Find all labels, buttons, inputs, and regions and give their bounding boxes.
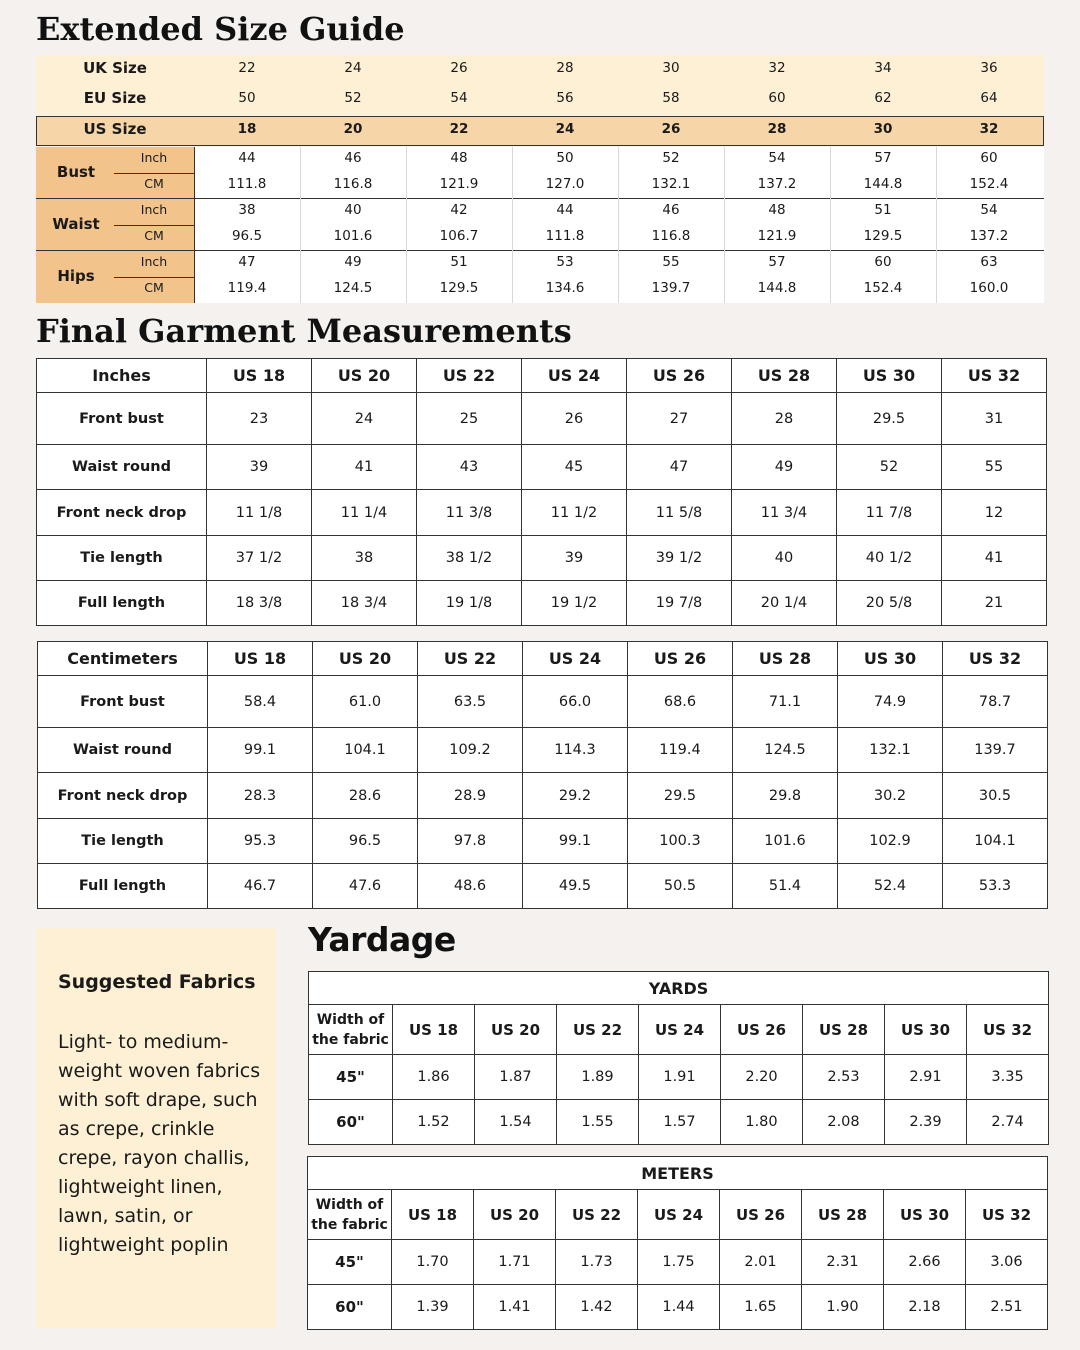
cell-value: 43 bbox=[417, 445, 522, 490]
unit-header: Inches bbox=[37, 359, 207, 393]
cell-value: 97.8 bbox=[418, 819, 523, 864]
cm-value: 119.4 bbox=[227, 280, 267, 296]
cell-value: 1.39 bbox=[392, 1285, 474, 1330]
cell-value: 23 bbox=[207, 393, 312, 445]
header-row bbox=[309, 1005, 1049, 1055]
eu-size-label: EU Size bbox=[83, 89, 147, 107]
table-row bbox=[38, 819, 1048, 864]
cell-value: 47.6 bbox=[313, 864, 418, 909]
cell-value: 3.35 bbox=[967, 1055, 1049, 1100]
cell-value: 1.57 bbox=[639, 1100, 721, 1145]
table-row bbox=[308, 1285, 1048, 1330]
row-label: Front bust bbox=[38, 676, 208, 728]
inch-value: 52 bbox=[662, 150, 680, 166]
cell-value: 52 bbox=[837, 445, 942, 490]
inch-value: 38 bbox=[238, 202, 256, 218]
cell-value: 1.41 bbox=[474, 1285, 556, 1330]
cell-value: 40 bbox=[732, 536, 837, 581]
cell-value: 3.06 bbox=[966, 1240, 1048, 1285]
cell-value: 99.1 bbox=[208, 728, 313, 773]
cell-value: 1.86 bbox=[393, 1055, 475, 1100]
eu-size-value: 50 bbox=[238, 90, 256, 106]
inch-value: 60 bbox=[874, 254, 892, 270]
size-header: US 24 bbox=[522, 359, 627, 393]
cell-value: 11 3/8 bbox=[417, 490, 522, 536]
cell-value: 2.53 bbox=[803, 1055, 885, 1100]
unit-cm-label: CM bbox=[144, 280, 164, 295]
yards-table bbox=[308, 971, 1049, 1145]
table-row bbox=[37, 490, 1047, 536]
cell-value: 26 bbox=[522, 393, 627, 445]
measure-divider bbox=[36, 198, 1044, 199]
cell-value: 1.54 bbox=[475, 1100, 557, 1145]
table-caption: METERS bbox=[308, 1157, 1048, 1190]
cell-value: 119.4 bbox=[628, 728, 733, 773]
uk-size-value: 34 bbox=[874, 60, 892, 76]
cell-value: 1.55 bbox=[557, 1100, 639, 1145]
table-row bbox=[37, 445, 1047, 490]
width-of-fabric-header: Width of the fabric bbox=[308, 1190, 392, 1240]
row-label: Full length bbox=[38, 864, 208, 909]
size-header: US 24 bbox=[639, 1005, 721, 1055]
inch-value: 44 bbox=[238, 150, 256, 166]
unit-cm-label: CM bbox=[144, 228, 164, 243]
table-row bbox=[308, 1240, 1048, 1285]
cm-value: 96.5 bbox=[231, 228, 263, 244]
cell-value: 49 bbox=[732, 445, 837, 490]
size-guide-title: Extended Size Guide bbox=[36, 10, 405, 48]
column-divider bbox=[618, 147, 619, 303]
fabric-width-label: 60" bbox=[309, 1100, 393, 1145]
cell-value: 2.20 bbox=[721, 1055, 803, 1100]
size-header: US 28 bbox=[732, 359, 837, 393]
cell-value: 40 1/2 bbox=[837, 536, 942, 581]
size-header: US 28 bbox=[802, 1190, 884, 1240]
cell-value: 11 7/8 bbox=[837, 490, 942, 536]
us-size-value: 20 bbox=[343, 121, 363, 137]
size-header: US 28 bbox=[733, 642, 838, 676]
table-row bbox=[38, 728, 1048, 773]
uk-size-label: UK Size bbox=[83, 59, 147, 77]
unit-cm-label: CM bbox=[144, 176, 164, 191]
eu-size-value: 56 bbox=[556, 90, 574, 106]
cell-value: 2.91 bbox=[885, 1055, 967, 1100]
size-header: US 20 bbox=[313, 642, 418, 676]
measure-label: Bust bbox=[56, 163, 96, 181]
eu-size-value: 58 bbox=[662, 90, 680, 106]
unit-divider bbox=[114, 173, 194, 174]
cell-value: 39 1/2 bbox=[627, 536, 732, 581]
fabric-width-label: 45" bbox=[309, 1055, 393, 1100]
inch-value: 40 bbox=[344, 202, 362, 218]
column-divider bbox=[830, 147, 831, 303]
cell-value: 48.6 bbox=[418, 864, 523, 909]
cm-value: 111.8 bbox=[227, 176, 267, 192]
suggested-fabrics-panel bbox=[36, 928, 276, 1328]
width-of-fabric-header: Width of the fabric bbox=[309, 1005, 393, 1055]
unit-inch-label: Inch bbox=[140, 202, 168, 217]
row-label: Tie length bbox=[38, 819, 208, 864]
row-label: Tie length bbox=[37, 536, 207, 581]
cell-value: 37 1/2 bbox=[207, 536, 312, 581]
cm-value: 116.8 bbox=[333, 176, 373, 192]
cell-value: 71.1 bbox=[733, 676, 838, 728]
cell-value: 132.1 bbox=[838, 728, 943, 773]
us-size-value: 26 bbox=[661, 121, 681, 137]
cell-value: 1.91 bbox=[639, 1055, 721, 1100]
cell-value: 20 5/8 bbox=[837, 581, 942, 626]
header-row bbox=[37, 359, 1047, 393]
inch-value: 48 bbox=[768, 202, 786, 218]
cell-value: 2.01 bbox=[720, 1240, 802, 1285]
centimeters-table bbox=[37, 641, 1048, 909]
cell-value: 38 1/2 bbox=[417, 536, 522, 581]
inch-value: 63 bbox=[980, 254, 998, 270]
cm-value: 152.4 bbox=[969, 176, 1009, 192]
eu-size-value: 52 bbox=[344, 90, 362, 106]
cell-value: 96.5 bbox=[313, 819, 418, 864]
cell-value: 29.5 bbox=[837, 393, 942, 445]
cell-value: 28.3 bbox=[208, 773, 313, 819]
cell-value: 2.51 bbox=[966, 1285, 1048, 1330]
fabric-width-label: 60" bbox=[308, 1285, 392, 1330]
size-header: US 20 bbox=[474, 1190, 556, 1240]
inch-value: 53 bbox=[556, 254, 574, 270]
cell-value: 27 bbox=[627, 393, 732, 445]
cell-value: 1.73 bbox=[556, 1240, 638, 1285]
inch-value: 46 bbox=[662, 202, 680, 218]
size-header: US 30 bbox=[884, 1190, 966, 1240]
cell-value: 109.2 bbox=[418, 728, 523, 773]
us-size-label: US Size bbox=[83, 120, 147, 138]
cell-value: 2.08 bbox=[803, 1100, 885, 1145]
cell-value: 114.3 bbox=[523, 728, 628, 773]
row-label: Front bust bbox=[37, 393, 207, 445]
cell-value: 30.5 bbox=[943, 773, 1048, 819]
uk-size-value: 24 bbox=[344, 60, 362, 76]
inch-value: 60 bbox=[980, 150, 998, 166]
size-header: US 22 bbox=[557, 1005, 639, 1055]
cell-value: 12 bbox=[942, 490, 1047, 536]
cell-value: 18 3/8 bbox=[207, 581, 312, 626]
cell-value: 38 bbox=[312, 536, 417, 581]
unit-header: Centimeters bbox=[38, 642, 208, 676]
inch-value: 57 bbox=[874, 150, 892, 166]
size-header: US 32 bbox=[943, 642, 1048, 676]
table-row bbox=[37, 581, 1047, 626]
cell-value: 29.5 bbox=[628, 773, 733, 819]
extended-size-guide bbox=[36, 55, 1044, 303]
cell-value: 19 1/8 bbox=[417, 581, 522, 626]
size-header: US 30 bbox=[885, 1005, 967, 1055]
row-label: Waist round bbox=[38, 728, 208, 773]
size-header: US 24 bbox=[523, 642, 628, 676]
cm-value: 137.2 bbox=[969, 228, 1009, 244]
size-header: US 32 bbox=[967, 1005, 1049, 1055]
cell-value: 11 5/8 bbox=[627, 490, 732, 536]
cell-value: 1.52 bbox=[393, 1100, 475, 1145]
header-row bbox=[308, 1190, 1048, 1240]
cm-value: 144.8 bbox=[757, 280, 797, 296]
yardage-title: Yardage bbox=[308, 920, 456, 959]
cell-value: 2.31 bbox=[802, 1240, 884, 1285]
fabric-width-label: 45" bbox=[308, 1240, 392, 1285]
row-label: Front neck drop bbox=[38, 773, 208, 819]
inch-value: 47 bbox=[238, 254, 256, 270]
cell-value: 51.4 bbox=[733, 864, 838, 909]
cell-value: 28.6 bbox=[313, 773, 418, 819]
cm-value: 152.4 bbox=[863, 280, 903, 296]
column-divider bbox=[724, 147, 725, 303]
uk-size-value: 26 bbox=[450, 60, 468, 76]
uk-size-value: 36 bbox=[980, 60, 998, 76]
cell-value: 1.89 bbox=[557, 1055, 639, 1100]
size-header: US 18 bbox=[392, 1190, 474, 1240]
cell-value: 104.1 bbox=[313, 728, 418, 773]
final-measurements-title: Final Garment Measurements bbox=[36, 312, 572, 350]
cell-value: 66.0 bbox=[523, 676, 628, 728]
table-row bbox=[37, 536, 1047, 581]
table-row bbox=[38, 864, 1048, 909]
inch-value: 44 bbox=[556, 202, 574, 218]
cell-value: 78.7 bbox=[943, 676, 1048, 728]
cell-value: 1.87 bbox=[475, 1055, 557, 1100]
cell-value: 61.0 bbox=[313, 676, 418, 728]
table-row bbox=[37, 393, 1047, 445]
cm-value: 144.8 bbox=[863, 176, 903, 192]
inch-value: 49 bbox=[344, 254, 362, 270]
table-row bbox=[38, 773, 1048, 819]
cm-value: 134.6 bbox=[545, 280, 585, 296]
cell-value: 2.74 bbox=[967, 1100, 1049, 1145]
row-label: Waist round bbox=[37, 445, 207, 490]
us-size-value: 24 bbox=[555, 121, 575, 137]
cell-value: 95.3 bbox=[208, 819, 313, 864]
uk-size-value: 32 bbox=[768, 60, 786, 76]
eu-size-value: 64 bbox=[980, 90, 998, 106]
inch-value: 55 bbox=[662, 254, 680, 270]
cell-value: 2.39 bbox=[885, 1100, 967, 1145]
header-row bbox=[38, 642, 1048, 676]
cell-value: 124.5 bbox=[733, 728, 838, 773]
cm-value: 116.8 bbox=[651, 228, 691, 244]
cell-value: 1.42 bbox=[556, 1285, 638, 1330]
cell-value: 104.1 bbox=[943, 819, 1048, 864]
size-header: US 32 bbox=[966, 1190, 1048, 1240]
unit-divider bbox=[114, 277, 194, 278]
cell-value: 1.71 bbox=[474, 1240, 556, 1285]
meters-table bbox=[307, 1156, 1048, 1330]
size-header: US 26 bbox=[720, 1190, 802, 1240]
caption-row bbox=[309, 972, 1049, 1005]
cell-value: 19 7/8 bbox=[627, 581, 732, 626]
size-header: US 26 bbox=[721, 1005, 803, 1055]
inches-table bbox=[36, 358, 1047, 626]
measure-label: Waist bbox=[52, 215, 100, 233]
cm-value: 132.1 bbox=[651, 176, 691, 192]
size-header: US 22 bbox=[556, 1190, 638, 1240]
fabrics-title: Suggested Fabrics bbox=[58, 971, 256, 993]
size-header: US 32 bbox=[942, 359, 1047, 393]
column-divider bbox=[300, 147, 301, 303]
inch-value: 51 bbox=[450, 254, 468, 270]
column-divider bbox=[406, 147, 407, 303]
size-header: US 18 bbox=[207, 359, 312, 393]
size-header: US 24 bbox=[638, 1190, 720, 1240]
us-size-value: 18 bbox=[237, 121, 257, 137]
cm-value: 127.0 bbox=[545, 176, 585, 192]
cell-value: 28.9 bbox=[418, 773, 523, 819]
inch-value: 54 bbox=[768, 150, 786, 166]
inch-value: 48 bbox=[450, 150, 468, 166]
cell-value: 29.8 bbox=[733, 773, 838, 819]
cell-value: 30.2 bbox=[838, 773, 943, 819]
cell-value: 41 bbox=[942, 536, 1047, 581]
cm-value: 124.5 bbox=[333, 280, 373, 296]
cell-value: 100.3 bbox=[628, 819, 733, 864]
cell-value: 55 bbox=[942, 445, 1047, 490]
eu-size-value: 62 bbox=[874, 90, 892, 106]
cell-value: 1.75 bbox=[638, 1240, 720, 1285]
cell-value: 74.9 bbox=[838, 676, 943, 728]
cell-value: 39 bbox=[207, 445, 312, 490]
cell-value: 45 bbox=[522, 445, 627, 490]
size-header: US 18 bbox=[393, 1005, 475, 1055]
table-row bbox=[309, 1055, 1049, 1100]
cell-value: 53.3 bbox=[943, 864, 1048, 909]
cm-value: 129.5 bbox=[439, 280, 479, 296]
cell-value: 28 bbox=[732, 393, 837, 445]
us-size-value: 30 bbox=[873, 121, 893, 137]
table-row bbox=[38, 676, 1048, 728]
cell-value: 29.2 bbox=[523, 773, 628, 819]
cell-value: 58.4 bbox=[208, 676, 313, 728]
table-caption: YARDS bbox=[309, 972, 1049, 1005]
cell-value: 2.66 bbox=[884, 1240, 966, 1285]
cell-value: 63.5 bbox=[418, 676, 523, 728]
eu-size-value: 60 bbox=[768, 90, 786, 106]
cell-value: 11 1/4 bbox=[312, 490, 417, 536]
inch-value: 51 bbox=[874, 202, 892, 218]
cell-value: 11 1/8 bbox=[207, 490, 312, 536]
cell-value: 24 bbox=[312, 393, 417, 445]
size-header: US 30 bbox=[837, 359, 942, 393]
measure-label: Hips bbox=[57, 267, 95, 285]
size-header: US 28 bbox=[803, 1005, 885, 1055]
caption-row bbox=[308, 1157, 1048, 1190]
inch-value: 42 bbox=[450, 202, 468, 218]
unit-divider bbox=[114, 225, 194, 226]
column-divider bbox=[194, 147, 195, 303]
cell-value: 52.4 bbox=[838, 864, 943, 909]
uk-size-value: 22 bbox=[238, 60, 256, 76]
cell-value: 19 1/2 bbox=[522, 581, 627, 626]
cm-value: 160.0 bbox=[969, 280, 1009, 296]
row-label: Front neck drop bbox=[37, 490, 207, 536]
cell-value: 25 bbox=[417, 393, 522, 445]
inch-value: 46 bbox=[344, 150, 362, 166]
uk-size-value: 28 bbox=[556, 60, 574, 76]
inch-value: 50 bbox=[556, 150, 574, 166]
cell-value: 49.5 bbox=[523, 864, 628, 909]
size-header: US 30 bbox=[838, 642, 943, 676]
eu-size-value: 54 bbox=[450, 90, 468, 106]
cell-value: 2.18 bbox=[884, 1285, 966, 1330]
cm-value: 121.9 bbox=[757, 228, 797, 244]
cell-value: 46.7 bbox=[208, 864, 313, 909]
cell-value: 1.70 bbox=[392, 1240, 474, 1285]
inch-value: 54 bbox=[980, 202, 998, 218]
cell-value: 20 1/4 bbox=[732, 581, 837, 626]
us-size-value: 28 bbox=[767, 121, 787, 137]
cell-value: 21 bbox=[942, 581, 1047, 626]
cm-value: 106.7 bbox=[439, 228, 479, 244]
cell-value: 50.5 bbox=[628, 864, 733, 909]
size-header: US 26 bbox=[628, 642, 733, 676]
cell-value: 18 3/4 bbox=[312, 581, 417, 626]
cell-value: 139.7 bbox=[943, 728, 1048, 773]
fabrics-description: Light- to medium-weight woven fabrics with soft drape, such as crepe, crinkle crepe, rayon challis, lightweight linen, lawn, satin, or lightweight poplin bbox=[58, 1031, 261, 1256]
uk-size-value: 30 bbox=[662, 60, 680, 76]
cell-value: 102.9 bbox=[838, 819, 943, 864]
size-header: US 18 bbox=[208, 642, 313, 676]
size-header: US 20 bbox=[312, 359, 417, 393]
cm-value: 111.8 bbox=[545, 228, 585, 244]
size-header: US 26 bbox=[627, 359, 732, 393]
cell-value: 1.90 bbox=[802, 1285, 884, 1330]
cell-value: 39 bbox=[522, 536, 627, 581]
cell-value: 1.44 bbox=[638, 1285, 720, 1330]
table-row bbox=[309, 1100, 1049, 1145]
unit-inch-label: Inch bbox=[140, 254, 168, 269]
unit-inch-label: Inch bbox=[140, 150, 168, 165]
cell-value: 68.6 bbox=[628, 676, 733, 728]
cell-value: 1.65 bbox=[720, 1285, 802, 1330]
cell-value: 101.6 bbox=[733, 819, 838, 864]
size-header: US 20 bbox=[475, 1005, 557, 1055]
size-header: US 22 bbox=[417, 359, 522, 393]
cell-value: 11 3/4 bbox=[732, 490, 837, 536]
cell-value: 41 bbox=[312, 445, 417, 490]
cm-value: 121.9 bbox=[439, 176, 479, 192]
us-size-value: 32 bbox=[979, 121, 999, 137]
measure-divider bbox=[36, 250, 1044, 251]
column-divider bbox=[512, 147, 513, 303]
cell-value: 1.80 bbox=[721, 1100, 803, 1145]
cell-value: 47 bbox=[627, 445, 732, 490]
cm-value: 137.2 bbox=[757, 176, 797, 192]
cell-value: 99.1 bbox=[523, 819, 628, 864]
cm-value: 129.5 bbox=[863, 228, 903, 244]
row-label: Full length bbox=[37, 581, 207, 626]
us-size-value: 22 bbox=[449, 121, 469, 137]
inch-value: 57 bbox=[768, 254, 786, 270]
cm-value: 101.6 bbox=[333, 228, 373, 244]
column-divider bbox=[936, 147, 937, 303]
cell-value: 31 bbox=[942, 393, 1047, 445]
cm-value: 139.7 bbox=[651, 280, 691, 296]
size-header: US 22 bbox=[418, 642, 523, 676]
cell-value: 11 1/2 bbox=[522, 490, 627, 536]
